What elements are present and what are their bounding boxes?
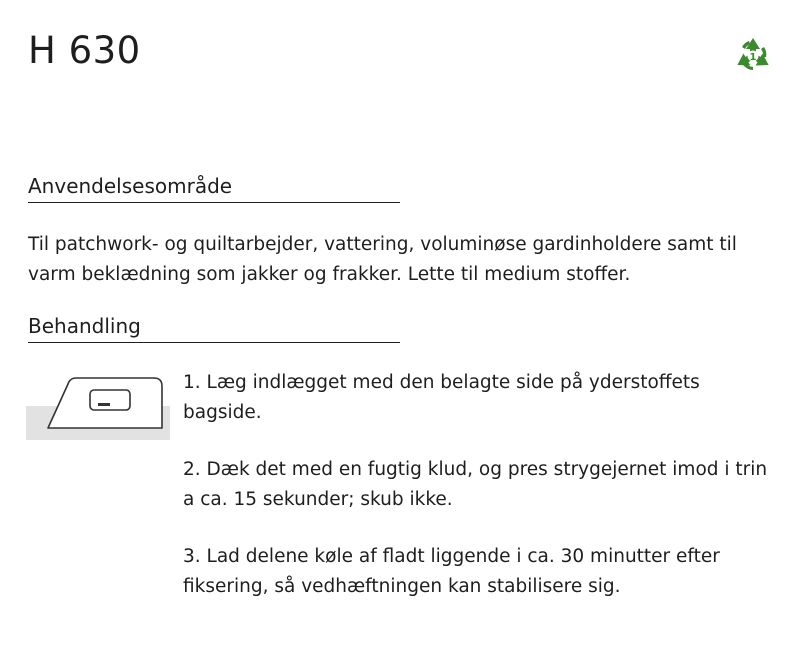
treatment-step-3: 3. Lad delene køle af fladt liggende i ca. 30 minutter efter fiksering, så vedhæftningen kan stabilisere sig. (183, 546, 720, 597)
recycle-icon (733, 35, 773, 75)
iron-icon (26, 372, 170, 442)
usage-heading: Anvendelsesområde (28, 176, 400, 203)
treatment-step-1: 1. Læg indlægget med den belagte side på yderstoffets bagside. (183, 372, 700, 423)
usage-text: Til patchwork- og quiltarbejder, vattering, voluminøse gardinholdere samt til varm beklædning som jakker og frakker. Lette til medium stoffer. (28, 234, 737, 285)
treatment-heading: Behandling (28, 316, 400, 343)
treatment-step-2: 2. Dæk det med en fugtig klud, og pres strygejernet imod i trin a ca. 15 sekunder; skub ikke. (183, 459, 768, 510)
svg-text:1: 1 (749, 52, 757, 63)
product-code: H 630 (28, 29, 141, 72)
